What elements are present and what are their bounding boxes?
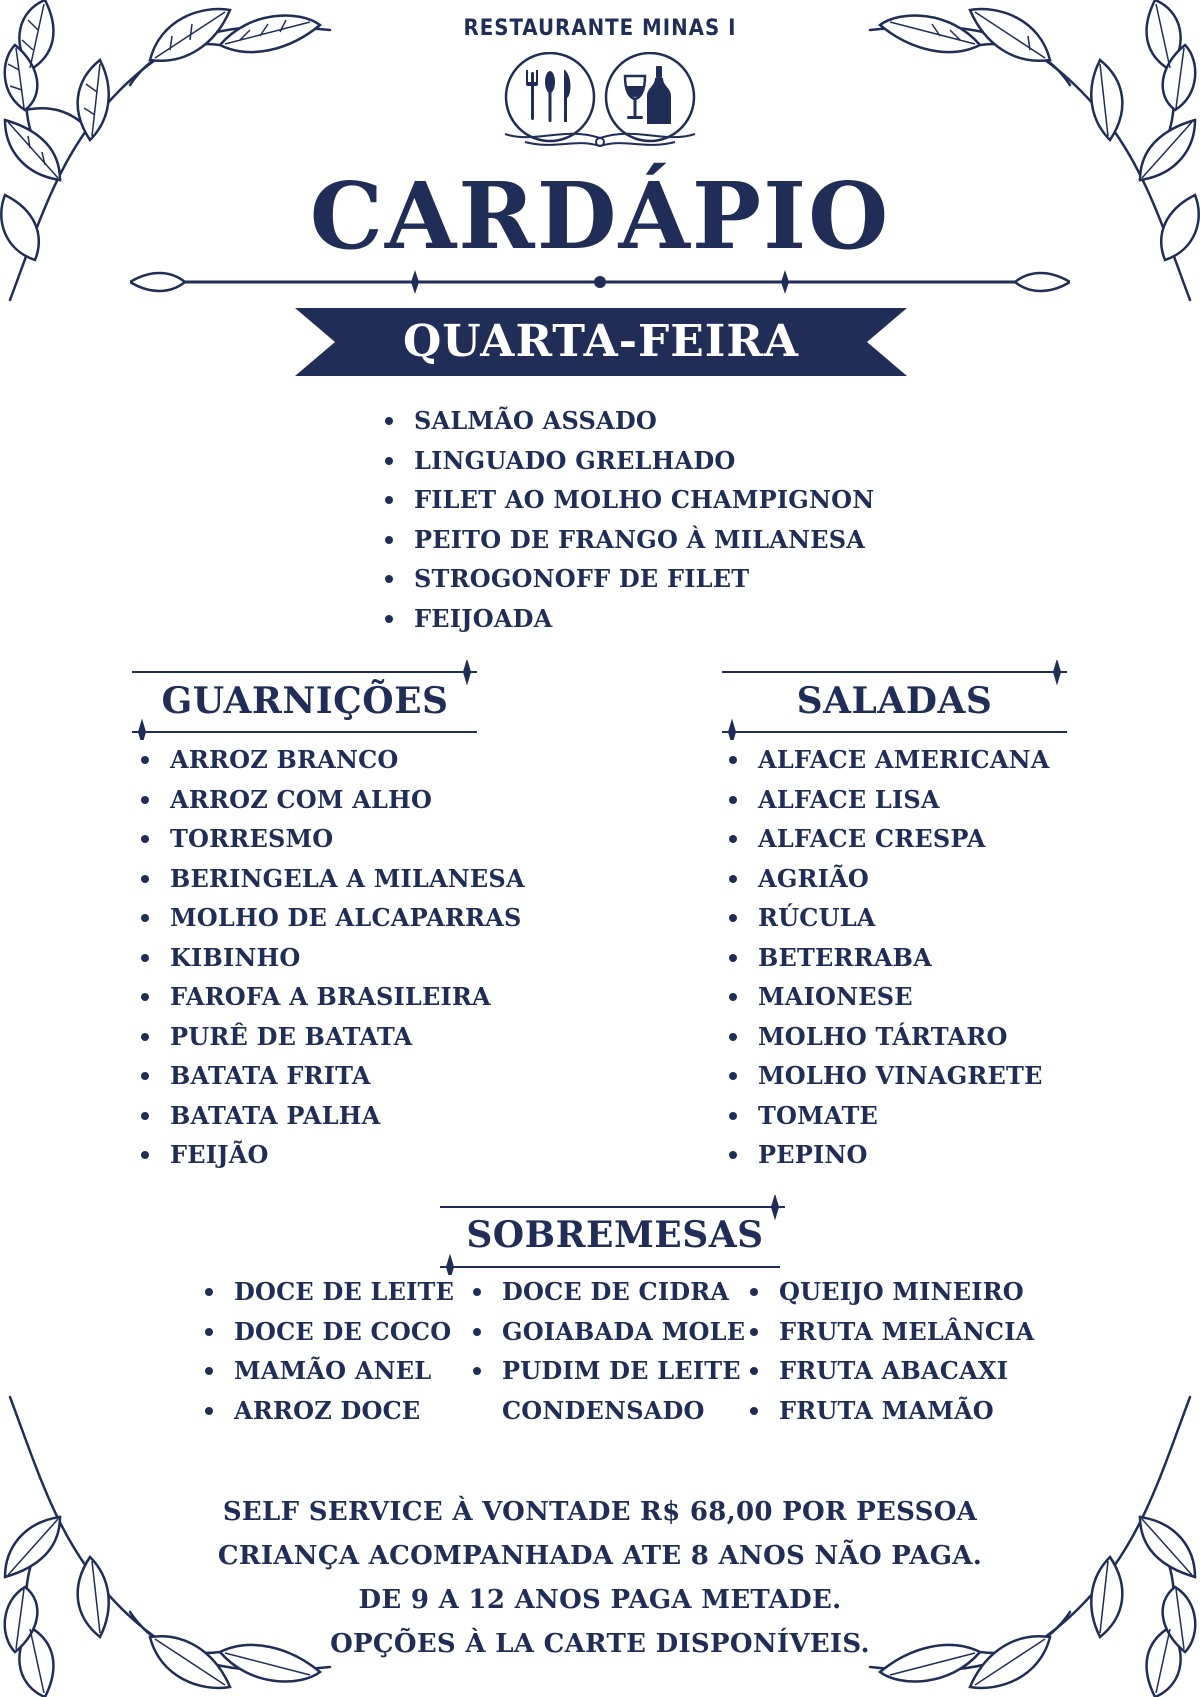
list-item: GOIABADA MOLE [468, 1312, 745, 1352]
list-item: PUDIM DE LEITE [468, 1351, 745, 1391]
list-item: MOLHO TÁRTARO [724, 1017, 1050, 1057]
list-item: KIBINHO [136, 938, 525, 978]
list-item: MAIONESE [724, 977, 1050, 1017]
restaurant-logo [495, 52, 705, 152]
list-item: ARROZ COM ALHO [136, 780, 525, 820]
day-label: QUARTA-FEIRA [402, 316, 800, 367]
list-item: TORRESMO [136, 819, 525, 859]
list-item: FRUTA ABACAXI [745, 1351, 1034, 1391]
children-policy-line: CRIANÇA ACOMPANHADA ATE 8 ANOS NÃO PAGA. [217, 1541, 983, 1571]
children-half-price-line: DE 9 A 12 ANOS PAGA METADE. [358, 1585, 842, 1615]
list-item: ALFACE LISA [724, 780, 1050, 820]
page-title: CARDÁPIO [309, 162, 891, 270]
list-item: FEIJOADA [380, 599, 874, 639]
sobremesas-list-col2 [468, 1272, 745, 1430]
list-item: DOCE DE COCO [200, 1312, 454, 1352]
list-item: MOLHO VINAGRETE [724, 1056, 1050, 1096]
list-item: PEITO DE FRANGO À MILANESA [380, 520, 874, 560]
title-divider [130, 262, 1070, 302]
list-item: ARROZ BRANCO [136, 740, 525, 780]
list-item: FILET AO MOLHO CHAMPIGNON [380, 480, 874, 520]
list-item: BERINGELA A MILANESA [136, 859, 525, 899]
guarnicoes-list [136, 740, 525, 1175]
list-item: MAMÃO ANEL [200, 1351, 454, 1391]
list-item: BATATA PALHA [136, 1096, 525, 1136]
list-item: AGRIÃO [724, 859, 1050, 899]
list-item: DOCE DE CIDRA [468, 1272, 745, 1312]
guarnicoes-heading: GUARNIÇÕES [161, 680, 449, 722]
list-item: LINGUADO GRELHADO [380, 441, 874, 481]
list-item: FEIJÃO [136, 1135, 525, 1175]
list-item: SALMÃO ASSADO [380, 401, 874, 441]
pricing-info [0, 1490, 1200, 1666]
cutlery-icon [526, 70, 571, 122]
list-item: FRUTA MELÂNCIA [745, 1312, 1034, 1352]
list-item: BETERRABA [724, 938, 1050, 978]
saladas-heading: SALADAS [796, 680, 993, 722]
list-item: RÚCULA [724, 898, 1050, 938]
sobremesas-list-col3 [745, 1272, 1034, 1430]
list-item: PEPINO [724, 1135, 1050, 1175]
restaurant-name: RESTAURANTE MINAS I [463, 16, 737, 41]
sobremesas-list-col1 [200, 1272, 454, 1430]
wine-bottle-icon [625, 66, 671, 124]
list-item: ARROZ DOCE [200, 1391, 454, 1431]
list-item: PURÊ DE BATATA [136, 1017, 525, 1057]
list-item: CONDENSADO [502, 1395, 705, 1425]
list-item: MOLHO DE ALCAPARRAS [136, 898, 525, 938]
list-item: FAROFA A BRASILEIRA [136, 977, 525, 1017]
saladas-list [724, 740, 1050, 1175]
list-item: ALFACE CRESPA [724, 819, 1050, 859]
list-item: DOCE DE LEITE [200, 1272, 454, 1312]
list-item: STROGONOFF DE FILET [380, 559, 874, 599]
a-la-carte-line: OPÇÕES À LA CARTE DISPONÍVEIS. [330, 1629, 870, 1659]
list-item: TOMATE [724, 1096, 1050, 1136]
list-item: BATATA FRITA [136, 1056, 525, 1096]
sobremesas-heading: SOBREMESAS [466, 1214, 764, 1256]
main-dishes-list [380, 401, 874, 638]
price-line: SELF SERVICE À VONTADE R$ 68,00 POR PESSOA [222, 1497, 978, 1527]
list-item: FRUTA MAMÃO [745, 1391, 1034, 1431]
list-item: ALFACE AMERICANA [724, 740, 1050, 780]
list-item: QUEIJO MINEIRO [745, 1272, 1034, 1312]
